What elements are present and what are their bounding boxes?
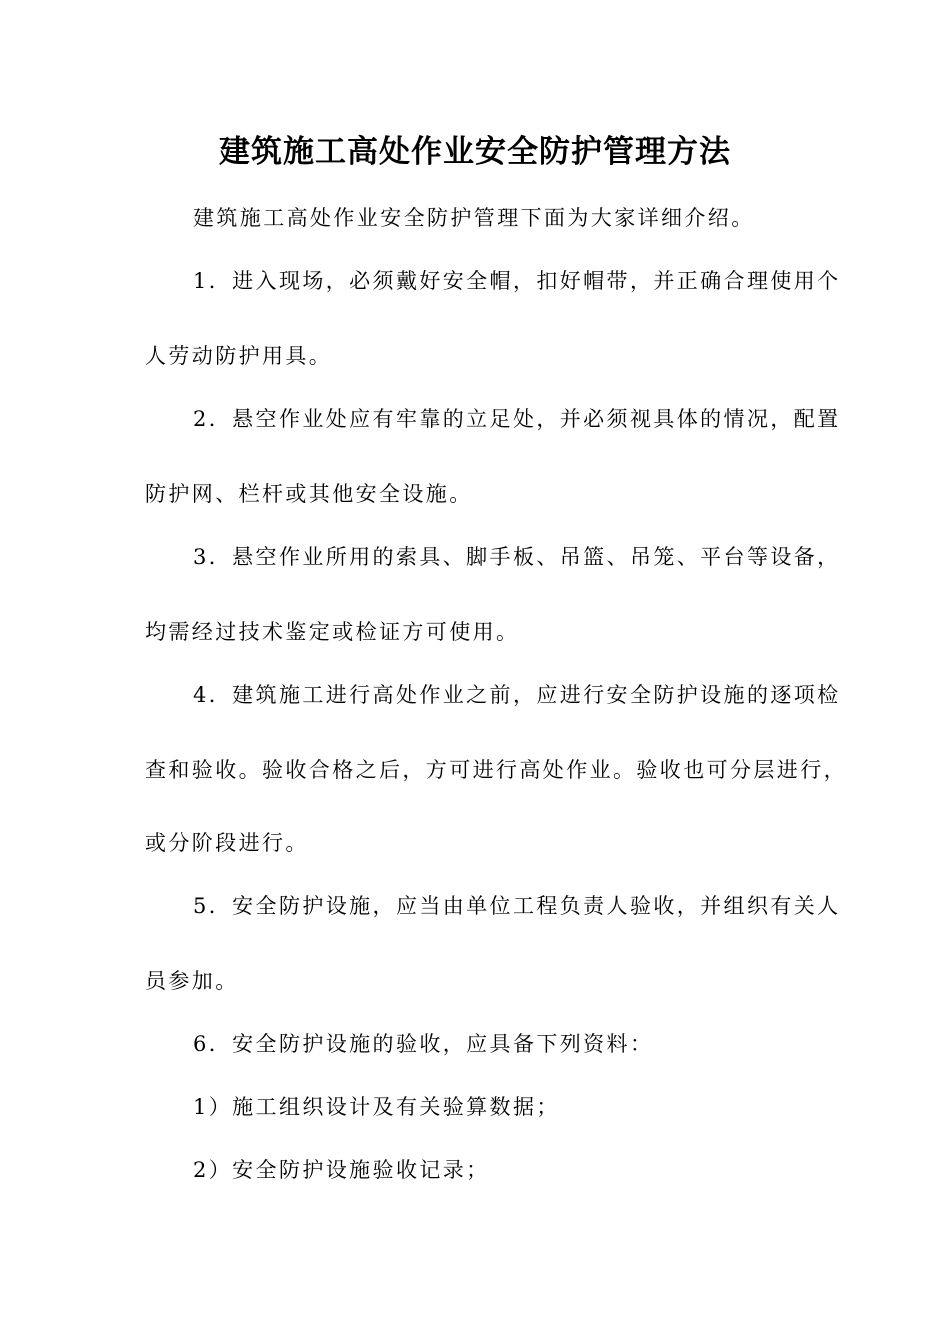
document-title: 建筑施工高处作业安全防护管理方法 [219, 134, 731, 170]
item-6-line-1: 6．安全防护设施的验收，应具备下列资料： [193, 1032, 654, 1056]
item-5-line-1: 5．安全防护设施，应当由单位工程负责人验收，并组织有关人 [193, 894, 841, 918]
subitem-2-line: 2）安全防护设施验收记录； [193, 1158, 490, 1182]
item-2-line-1: 2．悬空作业处应有牢靠的立足处，并必须视具体的情况，配置 [193, 407, 841, 431]
item-3-line-1: 3．悬空作业所用的索具、脚手板、吊篮、吊笼、平台等设备， [193, 545, 841, 569]
item-3-line-2: 均需经过技术鉴定或检证方可使用。 [145, 620, 520, 644]
intro-line: 建筑施工高处作业安全防护管理下面为大家详细介绍。 [193, 206, 755, 230]
item-4-line-3: 或分阶段进行。 [145, 831, 309, 855]
item-4-line-1: 4．建筑施工进行高处作业之前，应进行安全防护设施的逐项检 [193, 683, 841, 707]
item-2-line-2: 防护网、栏杆或其他安全设施。 [145, 482, 473, 506]
item-4-line-2: 查和验收。验收合格之后，方可进行高处作业。验收也可分层进行， [145, 758, 847, 782]
item-1-line-1: 1．进入现场，必须戴好安全帽，扣好帽带，并正确合理使用个 [193, 269, 841, 293]
subitem-1-line: 1）施工组织设计及有关验算数据； [193, 1095, 560, 1119]
item-5-line-2: 员参加。 [145, 969, 239, 993]
item-1-line-2: 人劳动防护用具。 [145, 344, 333, 368]
